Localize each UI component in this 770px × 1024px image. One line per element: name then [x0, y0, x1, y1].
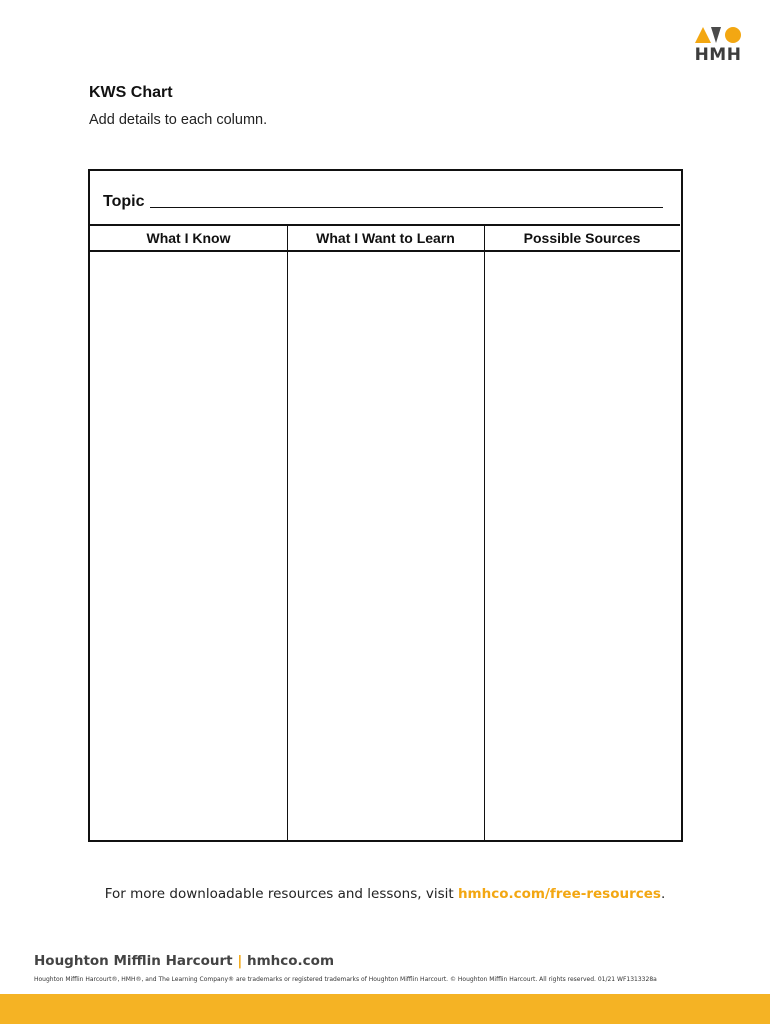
topic-input-line[interactable] [150, 207, 663, 208]
worksheet-title: KWS Chart [89, 84, 173, 101]
footer-brand [34, 953, 334, 969]
column-heading-know: What I Know [146, 230, 231, 246]
promo-text [0, 886, 770, 902]
column-body-know[interactable] [90, 251, 286, 840]
hmh-wordmark: HMH [694, 45, 742, 65]
footer-legal-text: Houghton Mifflin Harcourt®, HMH®, and The Learning Company® are trademarks or registered trademarks of Houghton Mifflin Harcourt. © Houghton Mifflin Harcourt. All rights reserved. 01/21 WF1313328a [34, 976, 657, 983]
column-header-row [90, 224, 680, 252]
kws-chart [88, 169, 683, 842]
hmh-logo [693, 26, 743, 66]
footer-company: Houghton Mifflin Harcourt [34, 953, 233, 969]
column-body-sources[interactable] [485, 251, 680, 840]
hmh-logo-shapes-icon [695, 26, 743, 44]
column-body-want-to-learn[interactable] [288, 251, 483, 840]
footer-separator: | [237, 953, 243, 969]
footer-color-bar [0, 994, 770, 1024]
column-heading-sources: Possible Sources [523, 230, 641, 246]
promo-message: For more downloadable resources and lessons, visit [104, 886, 458, 902]
worksheet-instructions: Add details to each column. [89, 112, 268, 128]
topic-label: Topic [103, 193, 145, 210]
free-resources-link[interactable]: hmhco.com/free-resources [457, 886, 661, 902]
column-heading-want-to-learn: What I Want to Learn [316, 230, 455, 246]
promo-suffix: . [660, 886, 666, 902]
footer-site-link[interactable]: hmhco.com [246, 953, 335, 969]
